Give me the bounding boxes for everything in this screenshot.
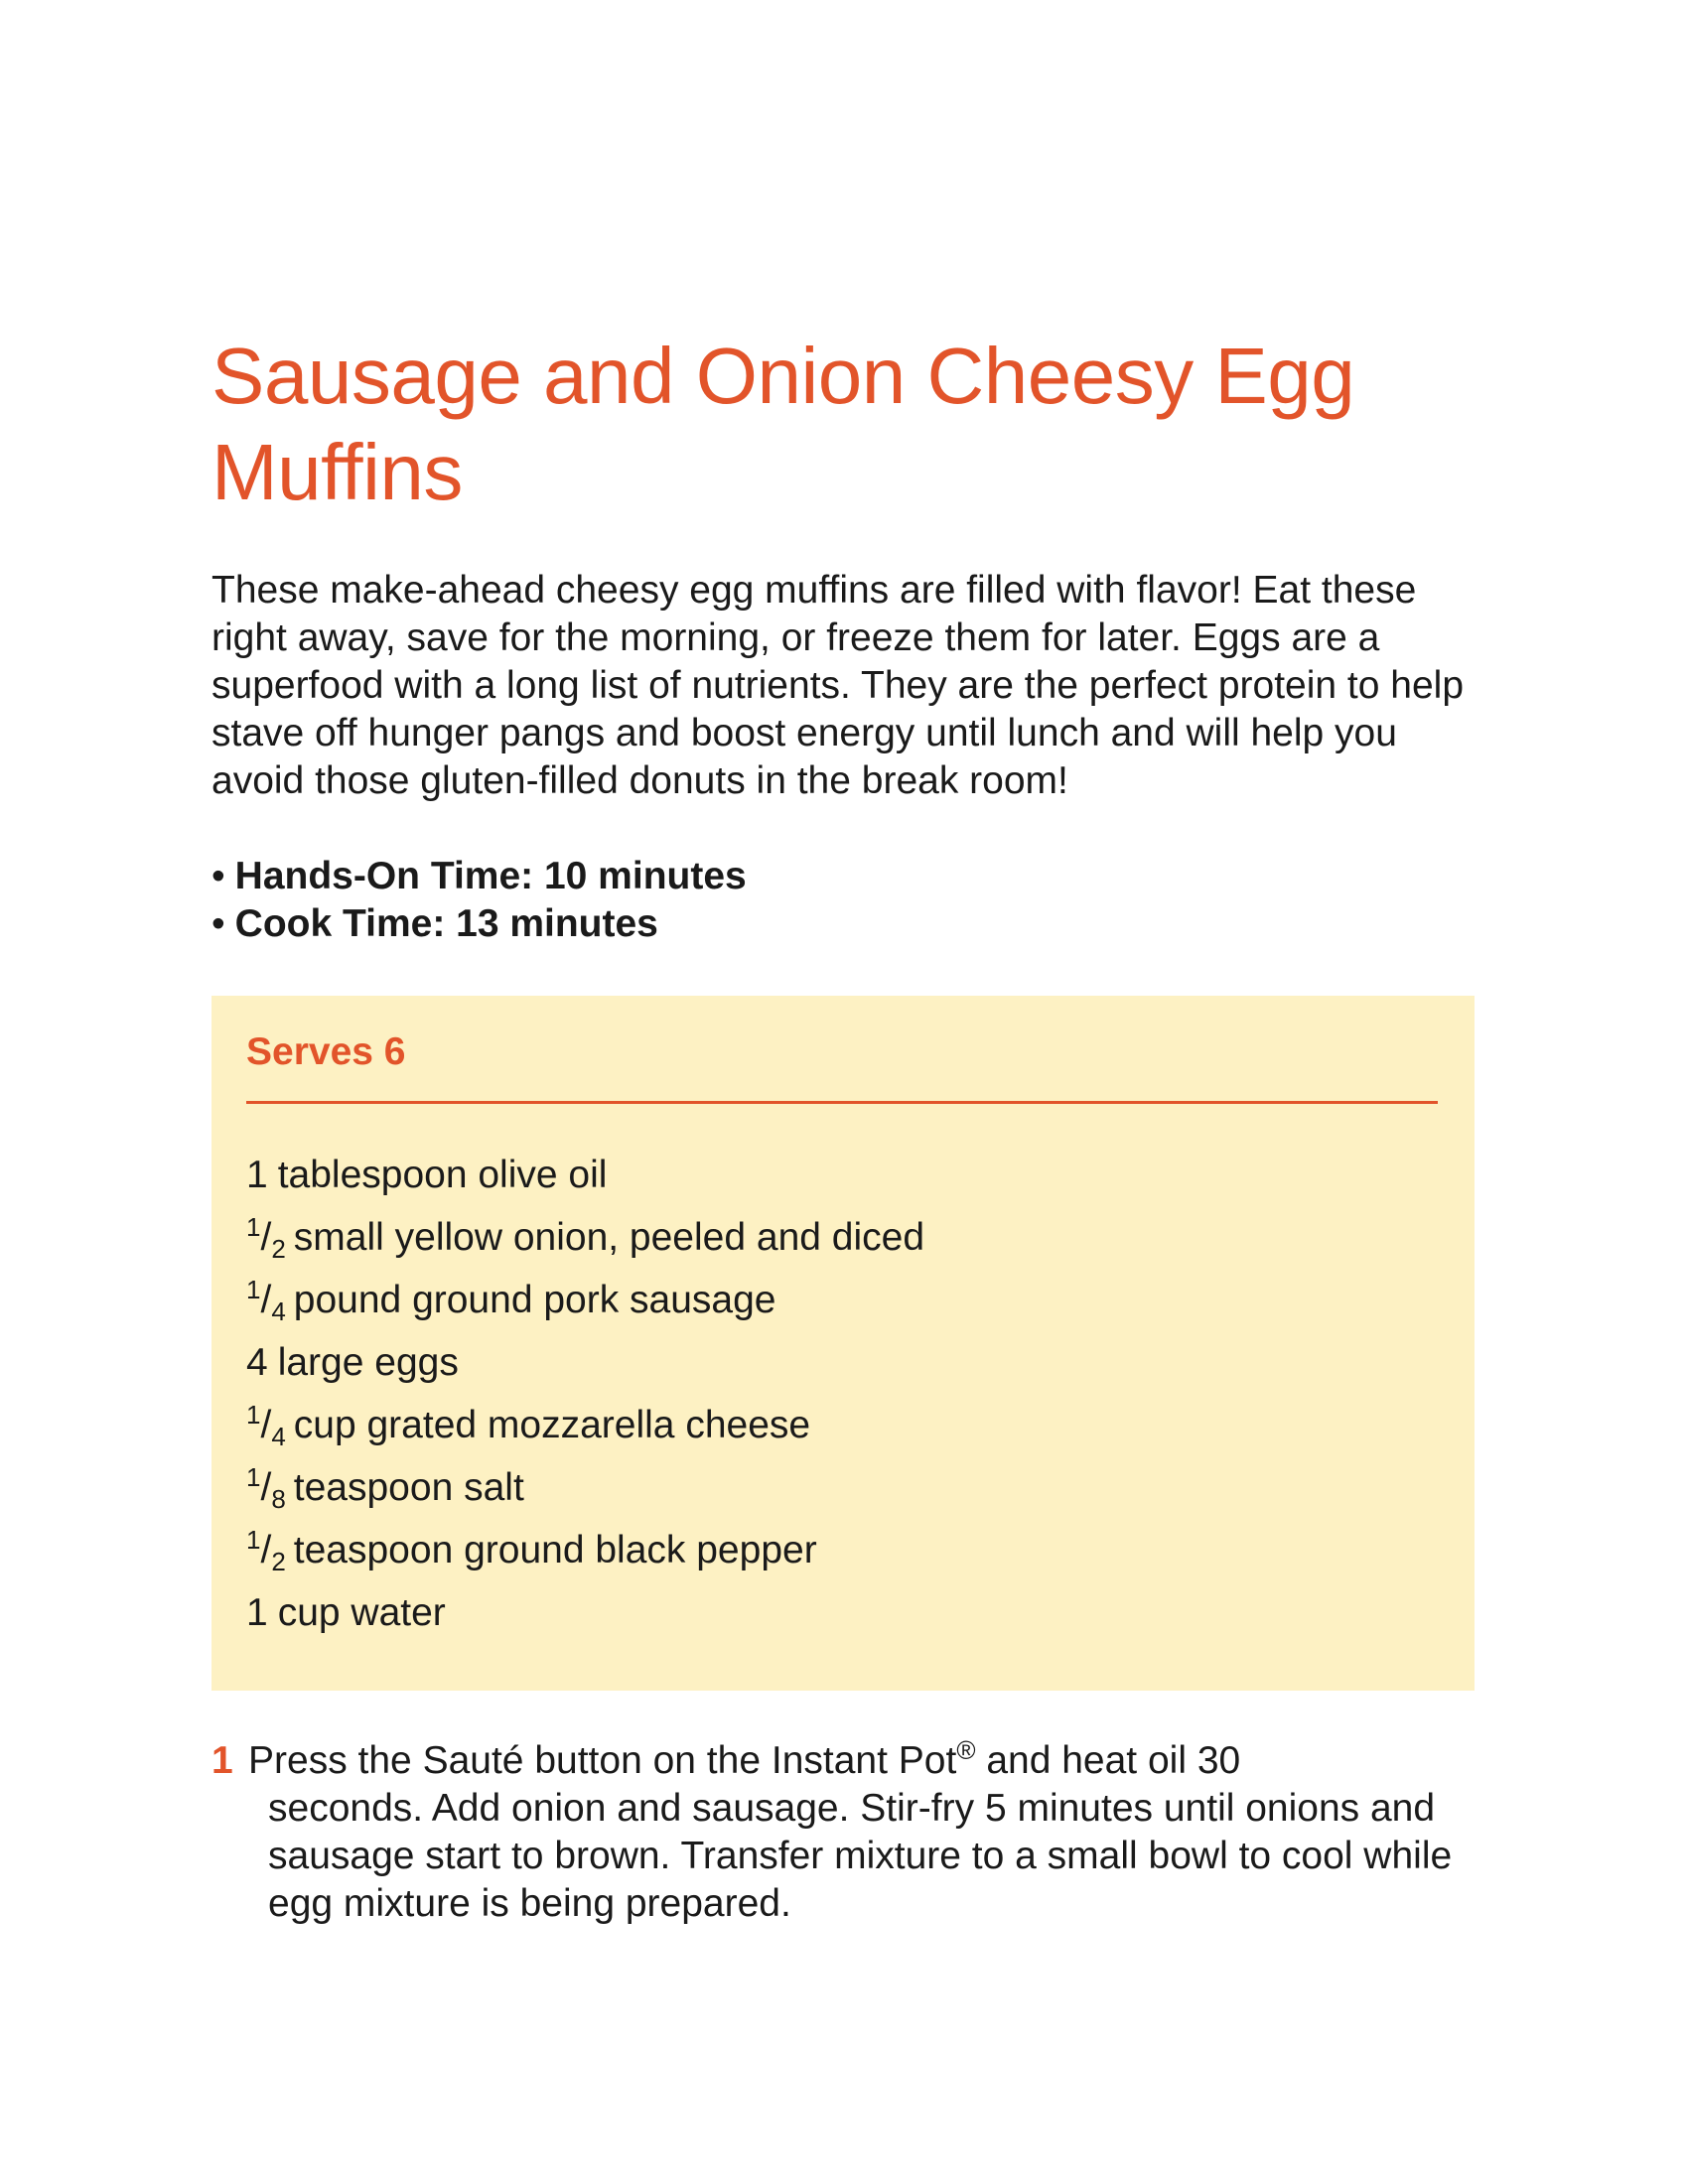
recipe-intro: These make-ahead cheesy egg muffins are filled with flavor! Eat these right away, save for the morning, or freeze them for later. Eggs are a superfood with a long list of nutrients. They are the perfect protein to help stave off hunger pangs and boost energy until lunch and will help you avoid those gluten-filled donuts in the break room! [211, 569, 1465, 802]
fraction-numerator: 1 [246, 1212, 261, 1242]
ingredient-fraction [246, 1206, 286, 1269]
fraction-slash: / [260, 1466, 272, 1509]
ingredient-item [246, 1269, 1440, 1331]
ingredient-fraction [246, 1394, 286, 1456]
step-text-after-mark: and heat oil 30 [975, 1739, 1241, 1782]
recipe-page [211, 328, 1477, 1925]
fraction-slash: / [260, 1529, 272, 1571]
serves-heading: Serves 6 [246, 1030, 406, 1073]
time-item-cook [211, 900, 1477, 948]
ingredient-item [246, 1519, 1440, 1581]
fraction-denominator: 2 [271, 1234, 286, 1264]
recipe-title: Sausage and Onion Cheesy Egg Muffins [211, 332, 1355, 516]
fraction-slash: / [260, 1279, 272, 1321]
ingredient-quantity: 1 [246, 1591, 268, 1634]
ingredient-text: pound ground pork sausage [293, 1279, 776, 1321]
ingredient-fraction [246, 1519, 286, 1581]
fraction-numerator: 1 [246, 1462, 261, 1492]
ingredient-text: small yellow onion, peeled and diced [293, 1216, 925, 1259]
fraction-denominator: 2 [271, 1547, 286, 1576]
step-list [211, 1737, 1477, 1928]
ingredient-item [246, 1144, 1440, 1206]
fraction-denominator: 4 [271, 1422, 286, 1451]
ingredient-text: cup grated mozzarella cheese [293, 1404, 811, 1446]
registered-mark: ® [956, 1735, 976, 1765]
ingredient-text: teaspoon ground black pepper [293, 1529, 817, 1571]
ingredient-text: tablespoon olive oil [277, 1154, 608, 1196]
ingredient-item [246, 1206, 1440, 1269]
time-text: Cook Time: 13 minutes [234, 902, 658, 945]
step-text-before-mark: Press the Sauté button on the Instant Pot [248, 1739, 957, 1782]
fraction-slash: / [260, 1404, 272, 1446]
ingredient-quantity: 4 [246, 1341, 268, 1384]
fraction-numerator: 1 [246, 1275, 261, 1304]
ingredient-text: teaspoon salt [293, 1466, 524, 1509]
ingredient-fraction [246, 1456, 286, 1519]
bullet: • [211, 855, 225, 897]
step-rest-text: seconds. Add onion and sausage. Stir-fry 5 minutes until onions and sausage start to brown. Transfer mixture to a small bowl to cool while egg mixture is being prepared. [268, 1787, 1453, 1925]
bullet: • [211, 902, 225, 945]
fraction-denominator: 4 [271, 1297, 286, 1326]
step-item [211, 1737, 1477, 1928]
time-text: Hands-On Time: 10 minutes [234, 855, 747, 897]
time-list [211, 853, 1477, 948]
ingredient-item [246, 1581, 1440, 1644]
step-number: 1 [211, 1739, 233, 1782]
ingredient-fraction [246, 1269, 286, 1331]
heading-divider [246, 1101, 1438, 1104]
ingredient-text: cup water [277, 1591, 446, 1634]
fraction-slash: / [260, 1216, 272, 1259]
ingredient-text: large eggs [277, 1341, 459, 1384]
step-first-line [248, 1737, 1477, 1785]
fraction-numerator: 1 [246, 1525, 261, 1555]
ingredient-item [246, 1394, 1440, 1456]
ingredient-quantity: 1 [246, 1154, 268, 1196]
ingredients-box [211, 996, 1475, 1691]
time-item-hands-on [211, 853, 1477, 900]
ingredient-item [246, 1456, 1440, 1519]
ingredient-item [246, 1331, 1440, 1394]
step-text [248, 1735, 1477, 1928]
ingredient-list [246, 1144, 1440, 1644]
fraction-denominator: 8 [271, 1484, 286, 1514]
fraction-numerator: 1 [246, 1400, 261, 1430]
